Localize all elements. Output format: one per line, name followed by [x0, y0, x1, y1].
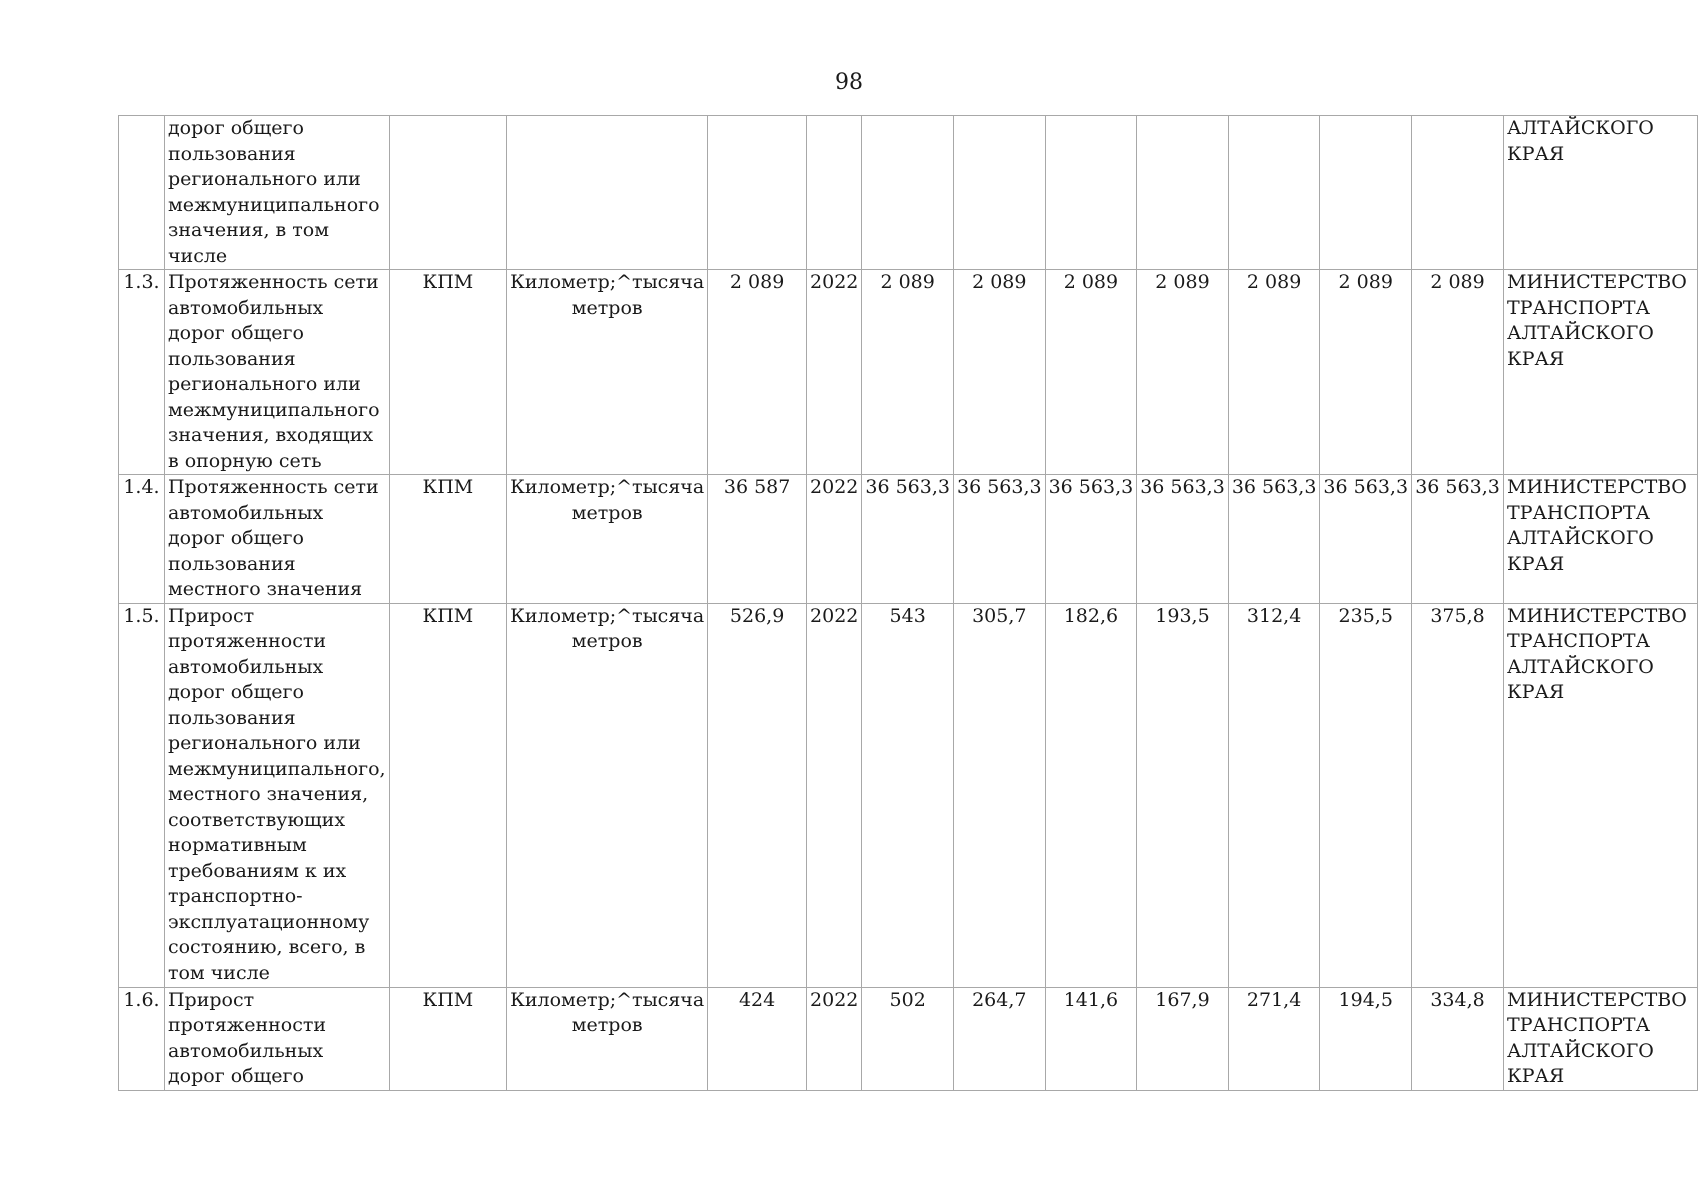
- value-cell: 2 089: [1320, 270, 1412, 475]
- base-value-cell: 424: [708, 987, 807, 1090]
- value-cell: [1228, 116, 1320, 270]
- value-cell: 375,8: [1412, 603, 1504, 987]
- indicator-name-cell: Протяженность сети автомобильных дорог общего пользования регионального или межмуниципального значения, входящих в опорную сеть: [164, 270, 389, 475]
- table-row: [119, 475, 1698, 604]
- table-row: [119, 116, 1698, 270]
- indicator-name-cell: Прирост протяженности автомобильных дорог общего пользования регионального или межмуниципального, местного значения, соответствующих нормативным требованиям к их транспортно-эксплуатационному состоянию, всего, в том числе: [164, 603, 389, 987]
- base-year-cell: [807, 116, 862, 270]
- value-cell: 36 563,3: [1137, 475, 1229, 604]
- indicator-type-cell: КПМ: [389, 270, 507, 475]
- indicator-type-cell: КПМ: [389, 475, 507, 604]
- table-row: [119, 987, 1698, 1090]
- value-cell: 2 089: [862, 270, 954, 475]
- value-cell: 36 563,3: [862, 475, 954, 604]
- value-cell: 305,7: [953, 603, 1045, 987]
- table-body: [119, 116, 1698, 1091]
- value-cell: 36 563,3: [1320, 475, 1412, 604]
- responsible-org-cell: МИНИСТЕРСТВО ТРАНСПОРТА АЛТАЙСКОГО КРАЯ: [1504, 270, 1698, 475]
- value-cell: 502: [862, 987, 954, 1090]
- value-cell: 2 089: [1045, 270, 1137, 475]
- value-cell: 193,5: [1137, 603, 1229, 987]
- value-cell: 334,8: [1412, 987, 1504, 1090]
- value-cell: 36 563,3: [1228, 475, 1320, 604]
- value-cell: [1045, 116, 1137, 270]
- value-cell: 167,9: [1137, 987, 1229, 1090]
- responsible-org-cell: АЛТАЙСКОГО КРАЯ: [1504, 116, 1698, 270]
- value-cell: 2 089: [1228, 270, 1320, 475]
- value-cell: [1137, 116, 1229, 270]
- row-number-cell: [119, 116, 165, 270]
- indicator-type-cell: КПМ: [389, 987, 507, 1090]
- base-value-cell: [708, 116, 807, 270]
- indicators-table: [118, 115, 1698, 1091]
- unit-cell: Километр;^тысяча метров: [507, 270, 708, 475]
- value-cell: 2 089: [953, 270, 1045, 475]
- base-value-cell: 36 587: [708, 475, 807, 604]
- table-row: [119, 603, 1698, 987]
- row-number-cell: 1.4.: [119, 475, 165, 604]
- base-value-cell: 2 089: [708, 270, 807, 475]
- value-cell: 235,5: [1320, 603, 1412, 987]
- page-number: 98: [835, 70, 863, 95]
- value-cell: 141,6: [1045, 987, 1137, 1090]
- row-number-cell: 1.3.: [119, 270, 165, 475]
- indicator-type-cell: [389, 116, 507, 270]
- responsible-org-cell: МИНИСТЕРСТВО ТРАНСПОРТА АЛТАЙСКОГО КРАЯ: [1504, 603, 1698, 987]
- unit-cell: Километр;^тысяча метров: [507, 475, 708, 604]
- value-cell: 36 563,3: [1045, 475, 1137, 604]
- row-number-cell: 1.5.: [119, 603, 165, 987]
- indicator-name-cell: Прирост протяженности автомобильных дорог общего: [164, 987, 389, 1090]
- value-cell: 264,7: [953, 987, 1045, 1090]
- unit-cell: [507, 116, 708, 270]
- value-cell: [1412, 116, 1504, 270]
- base-year-cell: 2022: [807, 270, 862, 475]
- indicator-name-cell: дорог общего пользования регионального или межмуниципального значения, в том числе: [164, 116, 389, 270]
- unit-cell: Километр;^тысяча метров: [507, 987, 708, 1090]
- responsible-org-cell: МИНИСТЕРСТВО ТРАНСПОРТА АЛТАЙСКОГО КРАЯ: [1504, 475, 1698, 604]
- value-cell: 2 089: [1137, 270, 1229, 475]
- table-row: [119, 270, 1698, 475]
- indicator-name-cell: Протяженность сети автомобильных дорог общего пользования местного значения: [164, 475, 389, 604]
- unit-cell: Километр;^тысяча метров: [507, 603, 708, 987]
- base-year-cell: 2022: [807, 603, 862, 987]
- base-year-cell: 2022: [807, 475, 862, 604]
- value-cell: 36 563,3: [1412, 475, 1504, 604]
- value-cell: 182,6: [1045, 603, 1137, 987]
- value-cell: 312,4: [1228, 603, 1320, 987]
- value-cell: 36 563,3: [953, 475, 1045, 604]
- base-value-cell: 526,9: [708, 603, 807, 987]
- value-cell: [1320, 116, 1412, 270]
- value-cell: [953, 116, 1045, 270]
- value-cell: 194,5: [1320, 987, 1412, 1090]
- value-cell: 543: [862, 603, 954, 987]
- value-cell: 271,4: [1228, 987, 1320, 1090]
- base-year-cell: 2022: [807, 987, 862, 1090]
- value-cell: [862, 116, 954, 270]
- row-number-cell: 1.6.: [119, 987, 165, 1090]
- value-cell: 2 089: [1412, 270, 1504, 475]
- indicator-type-cell: КПМ: [389, 603, 507, 987]
- responsible-org-cell: МИНИСТЕРСТВО ТРАНСПОРТА АЛТАЙСКОГО КРАЯ: [1504, 987, 1698, 1090]
